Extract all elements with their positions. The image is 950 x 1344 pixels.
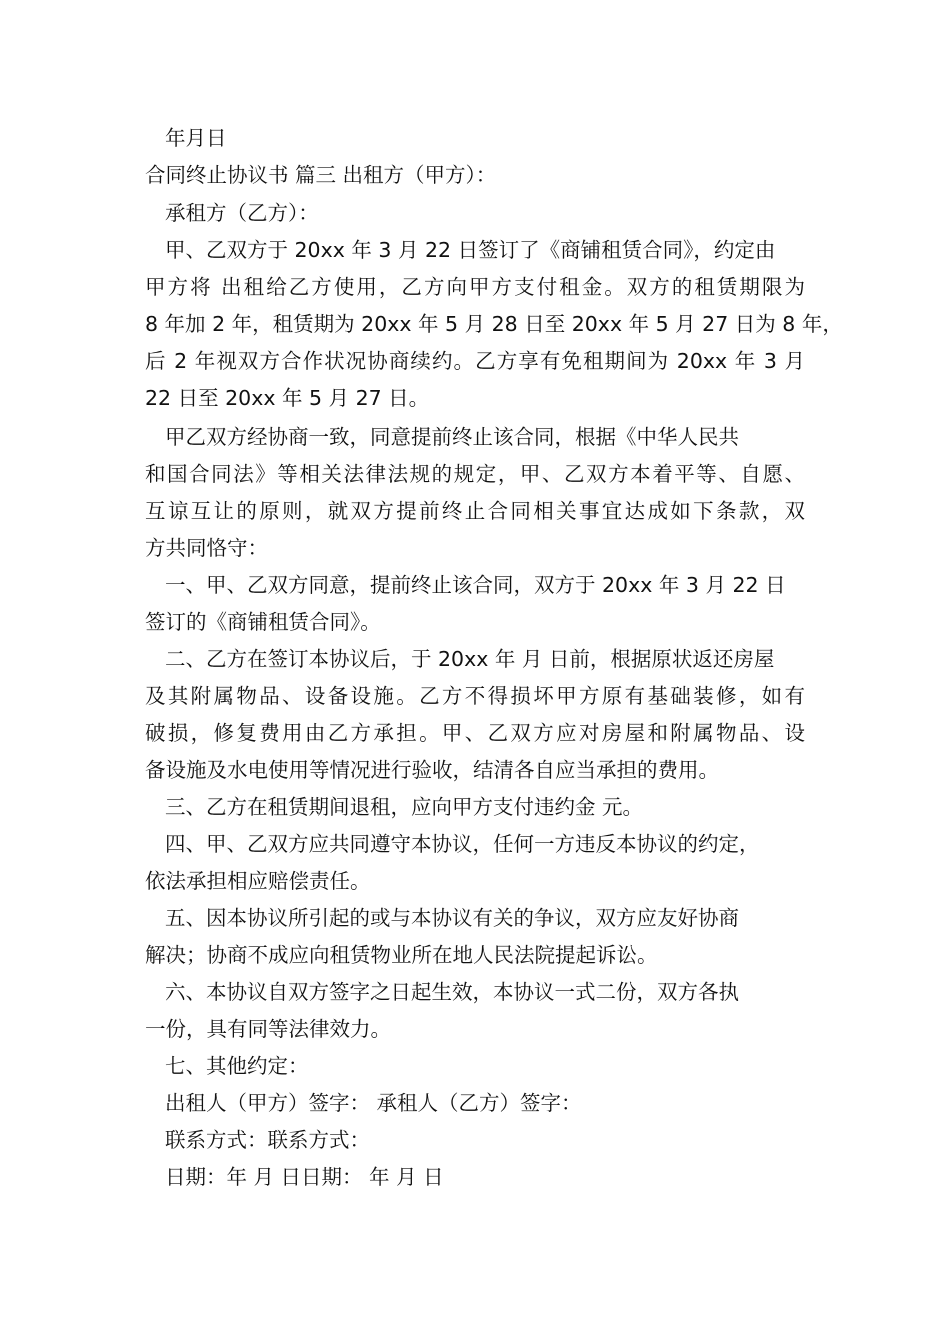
clause-5-line: 解决；协商不成应向租赁物业所在地人民法院提起诉讼。 [145, 943, 658, 967]
clause-4-line: 四、甲、乙双方应共同遵守本协议，任何一方违反本协议的约定， [165, 832, 760, 856]
contact-line: 联系方式：联系方式： [165, 1128, 370, 1152]
para2-line: 和国合同法》等相关法律法规的规定，甲、乙双方本着平等、自愿、 [145, 462, 805, 486]
clause-1-line: 签订的《商铺租赁合同》。 [145, 610, 381, 634]
para1-line: 甲、乙双方于 20xx 年 3 月 22 日签订了《商铺租赁合同》，约定由 [165, 238, 776, 262]
clause-2-line: 及其附属物品、设备设施。乙方不得损坏甲方原有基础装修，如有 [145, 684, 805, 708]
para1-line: 22 日至 20xx 年 5 月 27 日。 [145, 386, 430, 410]
signature-line: 出租人（甲方）签字： 承租人（乙方）签字： [165, 1091, 582, 1115]
clause-2-line: 备设施及水电使用等情况进行验收，结清各自应当承担的费用。 [145, 758, 719, 782]
clause-7-line: 七、其他约定： [165, 1054, 309, 1078]
clause-4-line: 依法承担相应赔偿责任。 [145, 869, 371, 893]
lessee-line: 承租方（乙方）： [165, 201, 319, 225]
date-line: 年月日 [165, 126, 227, 150]
clause-2-line: 二、乙方在签订本协议后，于 20xx 年 月 日前，根据原状返还房屋 [165, 647, 775, 671]
clause-6-line: 六、本协议自双方签字之日起生效，本协议一式二份，双方各执 [165, 980, 739, 1004]
para2-line: 甲乙双方经协商一致，同意提前终止该合同，根据《中华人民共 [165, 425, 739, 449]
para1-line: 甲方将 出租给乙方使用，乙方向甲方支付租金。双方的租赁期限为 [145, 275, 805, 299]
clause-6-line: 一份，具有同等法律效力。 [145, 1017, 391, 1041]
clause-1-line: 一、甲、乙双方同意，提前终止该合同，双方于 20xx 年 3 月 22 日 [165, 573, 786, 597]
clause-3-line: 三、乙方在租赁期间退租，应向甲方支付违约金 元。 [165, 795, 644, 819]
clause-2-line: 破损，修复费用由乙方承担。甲、乙双方应对房屋和附属物品、设 [145, 721, 805, 745]
para2-line: 方共同恪守： [145, 536, 268, 560]
para1-line: 8 年加 2 年，租赁期为 20xx 年 5 月 28 日至 20xx 年 5 月 27 日为 8 年， [145, 312, 843, 336]
document-title: 合同终止协议书 篇三 出租方（甲方）： [145, 163, 497, 187]
sign-date-line: 日期：年 月 日日期： 年 月 日 [165, 1165, 444, 1189]
para2-line: 互谅互让的原则，就双方提前终止合同相关事宜达成如下条款，双 [145, 499, 805, 523]
para1-line: 后 2 年视双方合作状况协商续约。乙方享有免租期间为 20xx 年 3 月 [145, 349, 805, 373]
clause-5-line: 五、因本协议所引起的或与本协议有关的争议，双方应友好协商 [165, 906, 739, 930]
